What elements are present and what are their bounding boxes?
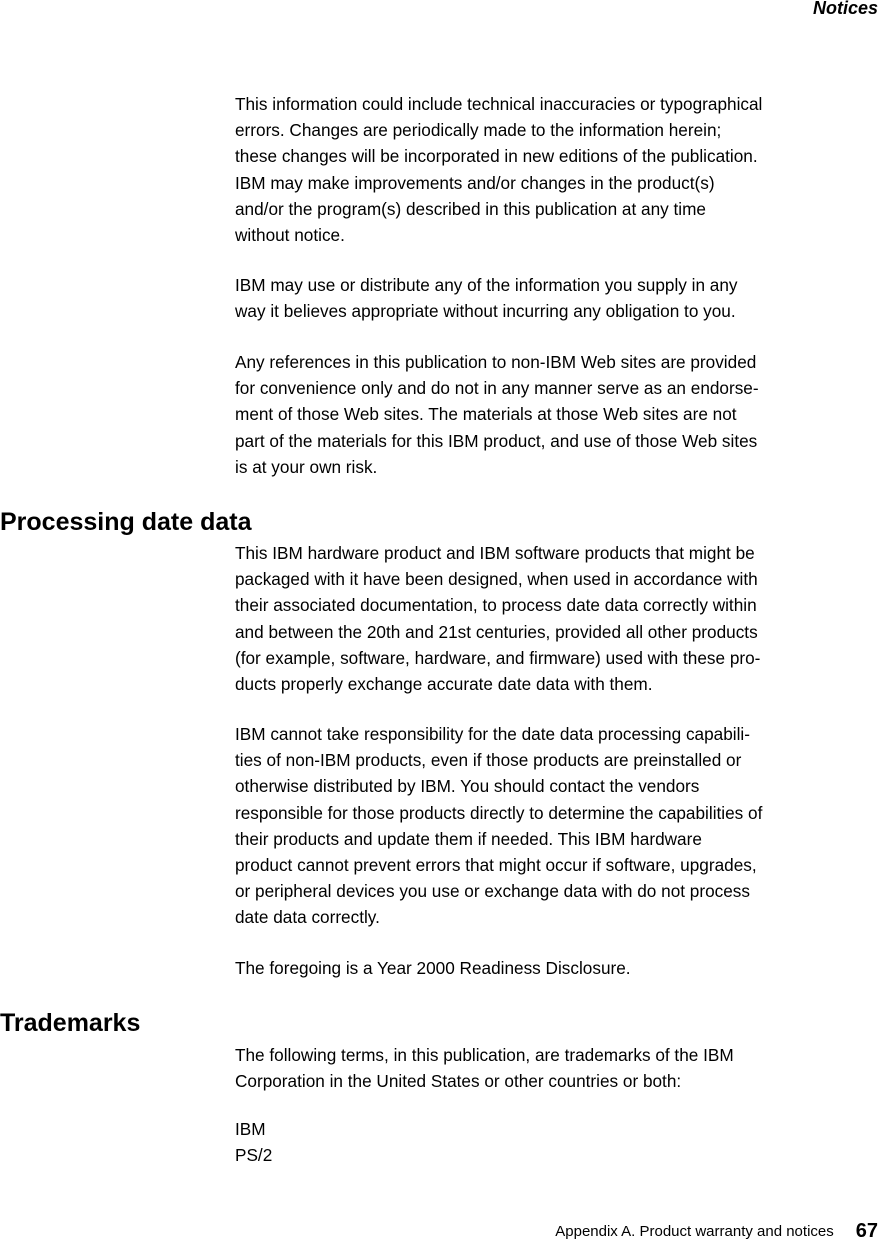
text-line: otherwise distributed by IBM. You should contact the vendors bbox=[235, 776, 700, 797]
text-line: Corporation in the United States or other countries or both: bbox=[235, 1071, 682, 1092]
running-header-title: Notices bbox=[812, 0, 878, 18]
text-line: their products and update them if needed. This IBM hardware bbox=[235, 828, 702, 849]
page-number: 67 bbox=[855, 1220, 878, 1242]
text-line: ties of non-IBM products, even if those products are preinstalled or bbox=[235, 750, 742, 771]
text-line: IBM may make improvements and/or changes in the product(s) bbox=[235, 172, 715, 193]
footer-text: Appendix A. Product warranty and notices bbox=[555, 1223, 834, 1240]
text-line: way it believes appropriate without incurring any obligation to you. bbox=[235, 301, 736, 322]
text-line: these changes will be incorporated in new editions of the publication. bbox=[235, 146, 758, 167]
trademark-item: PS/2 bbox=[235, 1145, 273, 1166]
text-line: or peripheral devices you use or exchange data with do not process bbox=[235, 881, 750, 902]
trademarks-paragraph-1 bbox=[235, 1042, 734, 1094]
intro-paragraph-3 bbox=[235, 349, 759, 480]
processing-paragraph-1 bbox=[235, 540, 760, 697]
text-line: and/or the program(s) described in this publication at any time bbox=[235, 198, 706, 219]
text-line: their associated documentation, to process date data correctly within bbox=[235, 595, 757, 616]
text-line: without notice. bbox=[235, 225, 345, 246]
text-line: This information could include technical inaccuracies or typographical bbox=[235, 94, 763, 114]
text-line: is at your own risk. bbox=[235, 456, 378, 477]
text-line: product cannot prevent errors that might occur if software, upgrades, bbox=[235, 855, 757, 876]
text-line: ment of those Web sites. The materials at those Web sites are not bbox=[235, 404, 737, 425]
trademarks-list bbox=[235, 1116, 272, 1168]
processing-paragraph-2 bbox=[235, 721, 762, 931]
text-line: IBM cannot take responsibility for the date data processing capabili- bbox=[235, 724, 750, 744]
section-heading-trademarks: Trademarks bbox=[0, 1009, 141, 1037]
text-line: for convenience only and do not in any manner serve as an endorse- bbox=[235, 378, 759, 399]
processing-paragraph-3 bbox=[235, 955, 631, 981]
text-line: part of the materials for this IBM product, and use of those Web sites bbox=[235, 430, 758, 451]
intro-paragraph-1 bbox=[235, 91, 762, 248]
section-heading-processing-date-data: Processing date data bbox=[0, 508, 252, 536]
text-line: Any references in this publication to non-IBM Web sites are provided bbox=[235, 352, 757, 372]
text-line: ducts properly exchange accurate date data with them. bbox=[235, 674, 653, 695]
text-line: date data correctly. bbox=[235, 907, 380, 928]
intro-paragraph-2 bbox=[235, 272, 738, 324]
page-footer bbox=[555, 1220, 878, 1243]
text-line: The following terms, in this publication, are trademarks of the IBM bbox=[235, 1045, 734, 1065]
text-line: errors. Changes are periodically made to the information herein; bbox=[235, 120, 722, 141]
text-line: This IBM hardware product and IBM software products that might be bbox=[235, 543, 755, 563]
text-line: responsible for those products directly to determine the capabilities of bbox=[235, 802, 763, 823]
text-line: packaged with it have been designed, when used in accordance with bbox=[235, 569, 758, 590]
text-line: and between the 20th and 21st centuries, provided all other products bbox=[235, 621, 758, 642]
text-line: (for example, software, hardware, and firmware) used with these pro- bbox=[235, 647, 761, 668]
trademark-item: IBM bbox=[235, 1119, 266, 1139]
text-line: IBM may use or distribute any of the information you supply in any bbox=[235, 275, 738, 295]
text-line: The foregoing is a Year 2000 Readiness Disclosure. bbox=[235, 958, 631, 978]
